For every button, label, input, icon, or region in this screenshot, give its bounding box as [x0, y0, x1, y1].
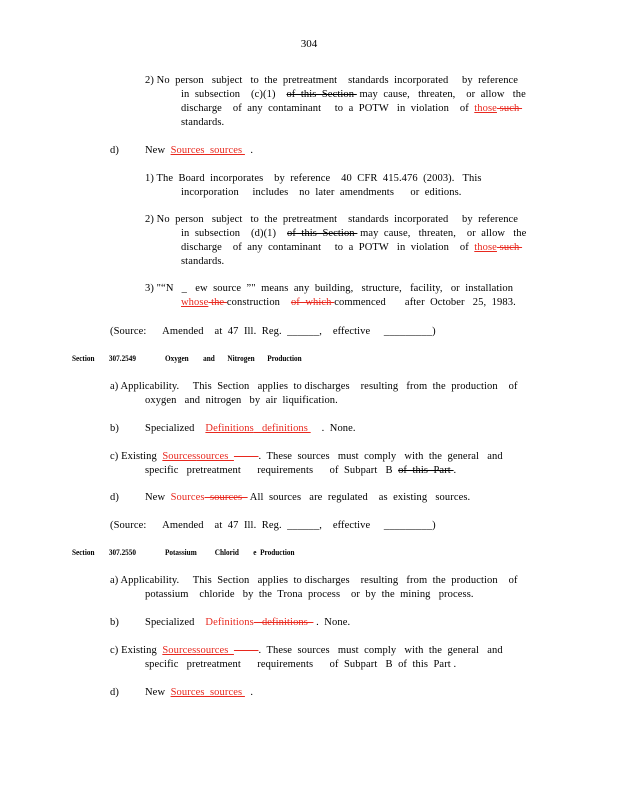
- s2550-c-line2: specific pretreatment requirements of Subpart B of this Part .: [145, 659, 457, 670]
- para-d2-line3: discharge of any contaminant to a POTW in violation of those such: [181, 242, 523, 253]
- section-heading-title: Potassium Chlorid e Production: [165, 547, 295, 557]
- s2549-a-line1: a) Applicability. This Section applies to discharges resulting from the production of: [110, 381, 518, 392]
- deleted-text: definitions: [253, 617, 314, 628]
- deleted-text: sources: [196, 451, 234, 462]
- para-d2-line2: in subsection (d)(1) of this Section may cause, threaten, or allow the: [181, 228, 527, 239]
- inserted-text: Sources: [162, 645, 197, 656]
- s2549-a-line2: oxygen and nitrogen by air liquification.: [145, 395, 338, 406]
- deleted-text: sources: [196, 645, 234, 656]
- para-d1-line2: incorporation includes no later amendments or editions.: [181, 187, 462, 198]
- s2549-c-line2: specific pretreatment requirements of Subpart B of this Part .: [145, 465, 457, 476]
- deleted-text: sources: [204, 687, 245, 698]
- s2550-d-text: New Sources sources .: [145, 687, 254, 698]
- s2549-d-text: New Sources sources All sources are regulated as existing sources.: [145, 492, 471, 503]
- subsection-d-heading: New Sources sources .: [145, 145, 254, 156]
- s2550-d-letter: d): [110, 687, 119, 698]
- section-heading-number: Section 307.2550: [72, 547, 137, 557]
- inserted-text: Sources: [170, 687, 205, 698]
- deleted-text: definitions: [253, 423, 311, 434]
- page-number: 304: [300, 38, 318, 50]
- inserted-text: those: [474, 242, 497, 253]
- source-note: (Source: Amended at 47 Ill. Reg. ______, effective _________): [110, 326, 436, 337]
- source-note: (Source: Amended at 47 Ill. Reg. ______, effective _________): [110, 520, 436, 531]
- deleted-text: sources: [204, 492, 248, 503]
- s2550-c-line1: c) Existing Sourcessources . These sources must comply with the general and: [110, 645, 503, 656]
- inserted-text: those: [474, 103, 497, 114]
- para-c2-line3: discharge of any contaminant to a POTW in violation of those such: [181, 103, 523, 114]
- para-d1-line1: 1) The Board incorporates by reference 40 CFR 415.476 (2003). This: [145, 173, 482, 184]
- deleted-text: sources: [204, 145, 245, 156]
- section-heading-number: Section 307.2549: [72, 353, 137, 363]
- inserted-text: Sources: [170, 492, 205, 503]
- deleted-text: [234, 645, 259, 656]
- inserted-text: Sources: [170, 145, 205, 156]
- s2549-d-letter: d): [110, 492, 119, 503]
- para-d2-line4: standards.: [181, 256, 225, 267]
- s2550-b-text: Specialized Definitions definitions . None.: [145, 617, 351, 628]
- inserted-text: Definitions: [205, 617, 254, 628]
- para-d2-line1: 2) No person subject to the pretreatment standards incorporated by reference: [145, 214, 519, 225]
- s2550-b-letter: b): [110, 617, 119, 628]
- deleted-text: such: [496, 242, 523, 253]
- s2549-c-line1: c) Existing Sourcessources . These sources must comply with the general and: [110, 451, 503, 462]
- deleted-text: [234, 451, 259, 462]
- deleted-text: of which: [290, 297, 335, 308]
- deleted-text: the: [208, 297, 227, 308]
- inserted-text: whose: [181, 297, 209, 308]
- s2549-b-text: Specialized Definitions definitions . None.: [145, 423, 356, 434]
- s2550-a-line2: potassium chloride by the Trona process or by the mining process.: [145, 589, 474, 600]
- s2549-b-letter: b): [110, 423, 119, 434]
- para-d3-line1: 3) "“N _ ew source ”" means any building, structure, facility, or installation: [145, 283, 514, 294]
- inserted-text: Definitions: [205, 423, 254, 434]
- deleted-text: such: [496, 103, 523, 114]
- s2550-a-line1: a) Applicability. This Section applies to discharges resulting from the production of: [110, 575, 518, 586]
- para-c2-line4: standards.: [181, 117, 225, 128]
- deleted-text: of this Section: [287, 228, 358, 239]
- subsection-d-letter: d): [110, 145, 119, 156]
- deleted-text: of this Section: [286, 89, 357, 100]
- para-c2-line1: 2) No person subject to the pretreatment standards incorporated by reference: [145, 75, 519, 86]
- section-heading-title: Oxygen and Nitrogen Production: [165, 353, 302, 363]
- inserted-text: Sources: [162, 451, 197, 462]
- deleted-text: of this Part: [398, 465, 454, 476]
- para-c2-line2: in subsection (c)(1) of this Section may cause, threaten, or allow the: [181, 89, 526, 100]
- para-d3-line2: whose the construction of which commenced after October 25, 1983.: [181, 297, 516, 308]
